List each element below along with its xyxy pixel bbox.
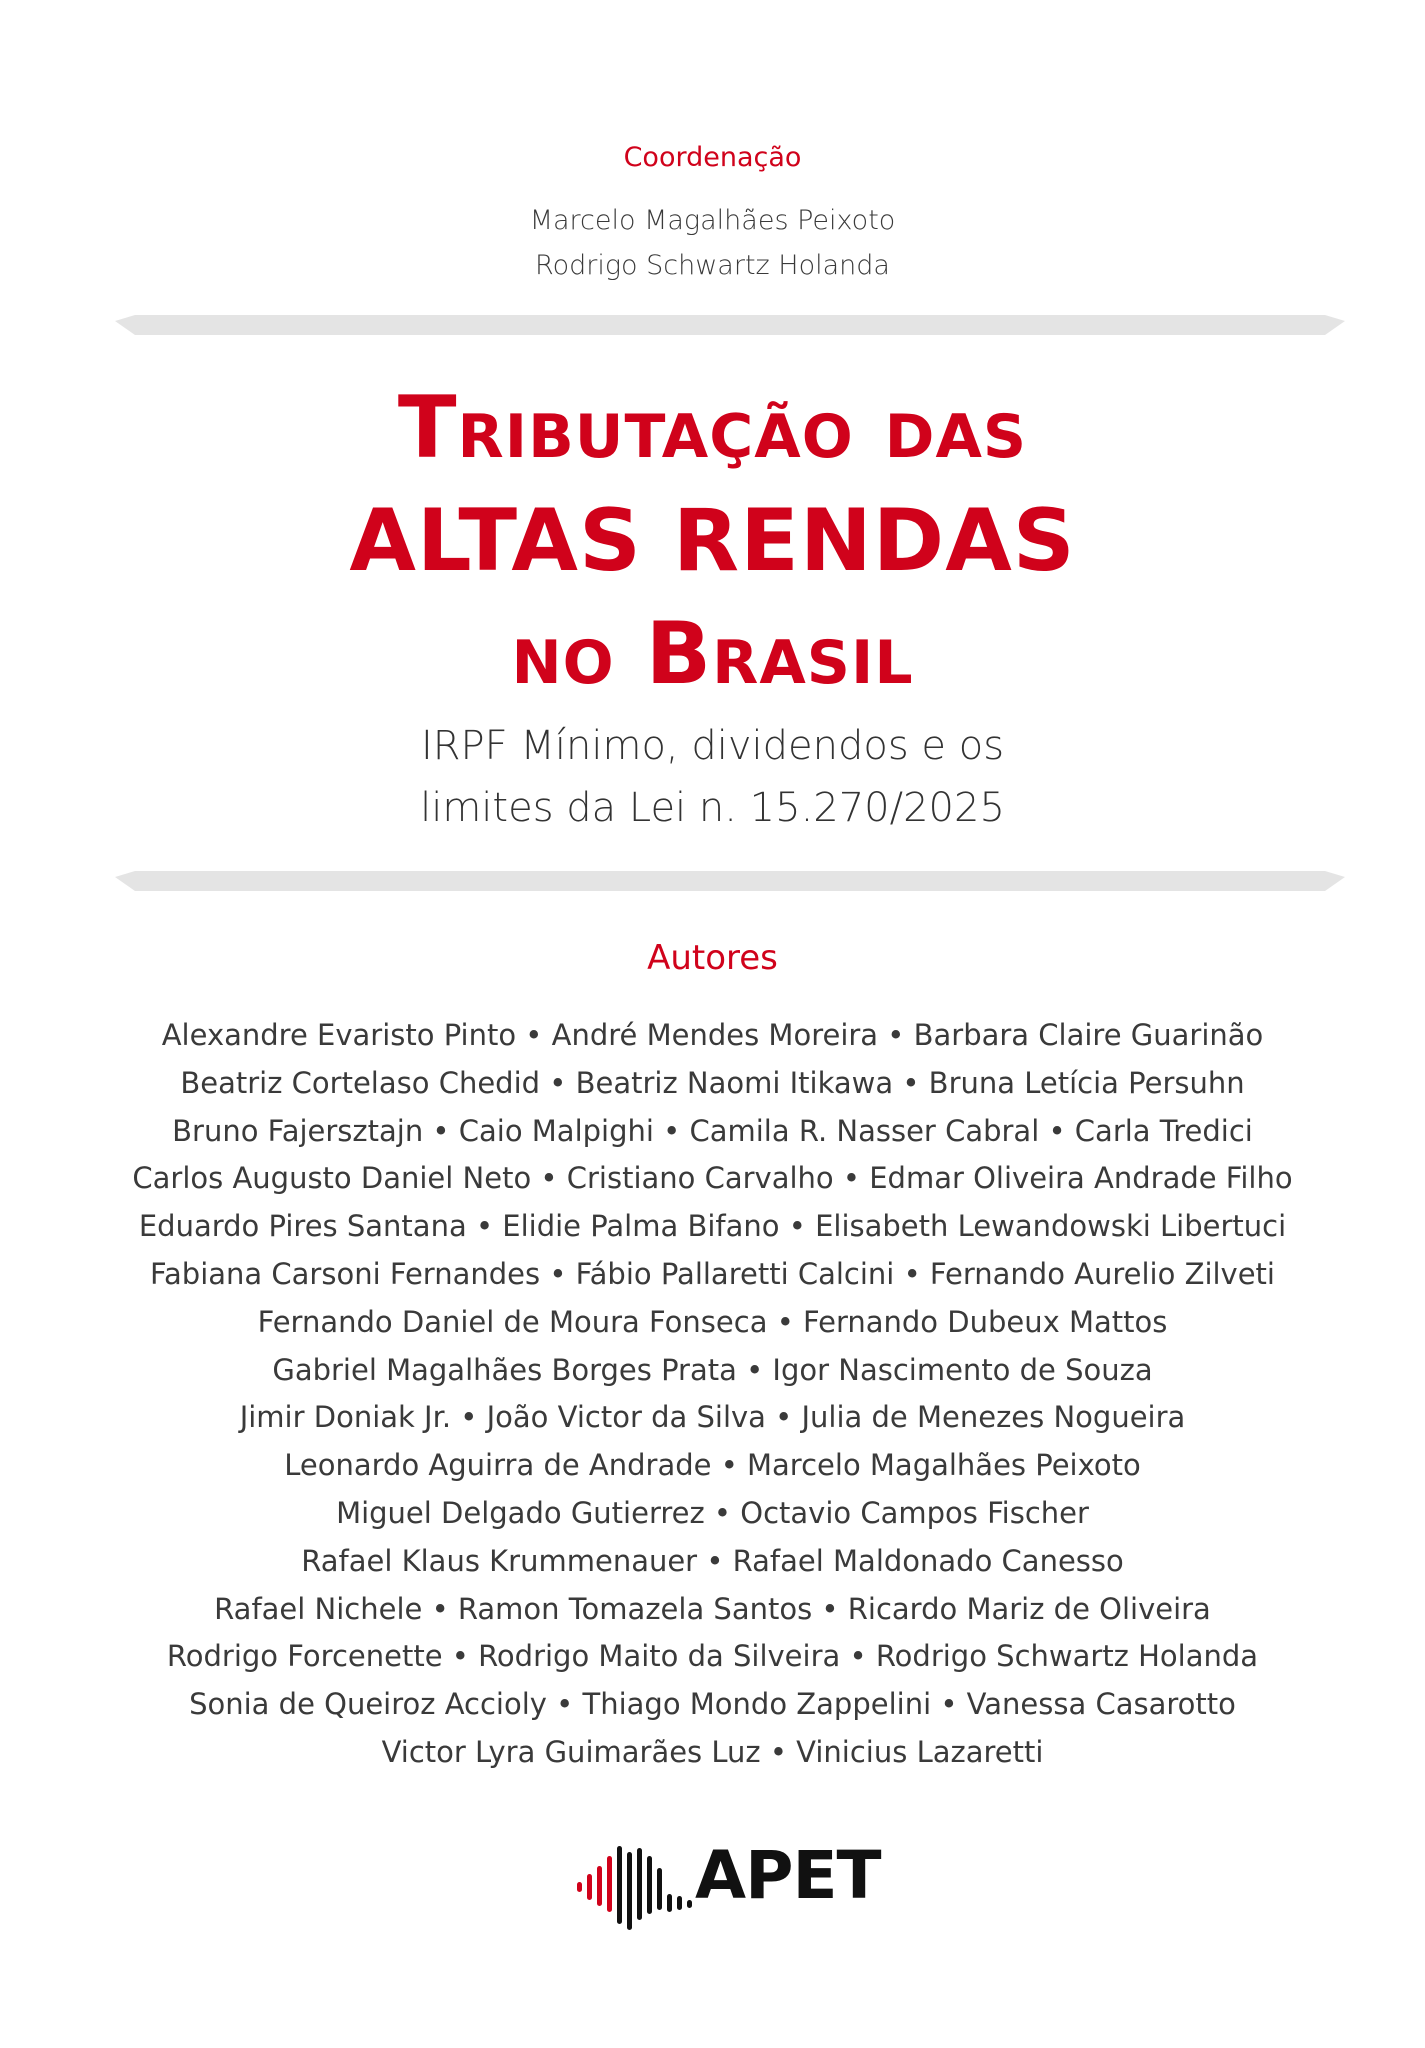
authors-row: Fernando Daniel de Moura Fonseca • Fernando Dubeux Mattos: [257, 1304, 1168, 1339]
authors-row: Rafael Klaus Krummenauer • Rafael Maldonado Canesso: [301, 1543, 1124, 1578]
authors-row: Sonia de Queiroz Accioly • Thiago Mondo Zappelini • Vanessa Casarotto: [189, 1687, 1236, 1722]
authors-row: Leonardo Aguirra de Andrade • Marcelo Magalhães Peixoto: [284, 1448, 1141, 1483]
authors-row: Beatriz Cortelaso Chedid • Beatriz Naomi Itikawa • Bruna Letícia Persuhn: [180, 1065, 1245, 1100]
authors-row: Miguel Delgado Gutierrez • Octavio Campos Fischer: [336, 1495, 1089, 1530]
coordinator-name: Rodrigo Schwartz Holanda: [535, 250, 890, 281]
apet-soundwave-logo-icon: [575, 1838, 695, 1938]
coordinator-name: Marcelo Magalhães Peixoto: [529, 205, 896, 236]
book-subtitle: [0, 715, 1425, 839]
book-title: [0, 372, 1425, 711]
coordination-label: Coordenação: [623, 142, 802, 173]
publisher-name: APET: [695, 1837, 881, 1914]
top-divider: [115, 315, 1345, 335]
subtitle-line-1: IRPF Mínimo, dividendos e os: [420, 723, 1005, 769]
authors-row: Carlos Augusto Daniel Neto • Cristiano Carvalho • Edmar Oliveira Andrade Filho: [132, 1161, 1293, 1196]
authors-row: Fabiana Carsoni Fernandes • Fábio Pallaretti Calcini • Fernando Aurelio Zilveti: [150, 1256, 1275, 1291]
authors-row: Jimir Doniak Jr. • João Victor da Silva • Julia de Menezes Nogueira: [239, 1400, 1186, 1435]
authors-row: Bruno Fajersztajn • Caio Malpighi • Camila R. Nasser Cabral • Carla Tredici: [172, 1113, 1253, 1148]
authors-row: Gabriel Magalhães Borges Prata • Igor Nascimento de Souza: [272, 1352, 1153, 1387]
authors-row: Alexandre Evaristo Pinto • André Mendes Moreira • Barbara Claire Guarinão: [161, 1018, 1264, 1052]
title-line-1: Tributação das: [397, 378, 1028, 478]
publisher-logo: [575, 1837, 881, 1938]
bottom-divider: [115, 871, 1345, 891]
title-line-2: ALTAS RENDAS: [349, 491, 1076, 591]
authors-row: Eduardo Pires Santana • Elidie Palma Bifano • Elisabeth Lewandowski Libertuci: [138, 1209, 1287, 1244]
authors-row: Rodrigo Forcenette • Rodrigo Maito da Silveira • Rodrigo Schwartz Holanda: [166, 1639, 1259, 1674]
subtitle-line-2: limites da Lei n. 15.270/2025: [420, 785, 1005, 831]
authors-label: Autores: [647, 938, 778, 978]
authors-list: [0, 1012, 1425, 1777]
title-line-3: no Brasil: [511, 604, 914, 704]
authors-row: Victor Lyra Guimarães Luz • Vinicius Lazaretti: [381, 1734, 1044, 1769]
authors-row: Rafael Nichele • Ramon Tomazela Santos • Ricardo Mariz de Oliveira: [214, 1591, 1211, 1626]
